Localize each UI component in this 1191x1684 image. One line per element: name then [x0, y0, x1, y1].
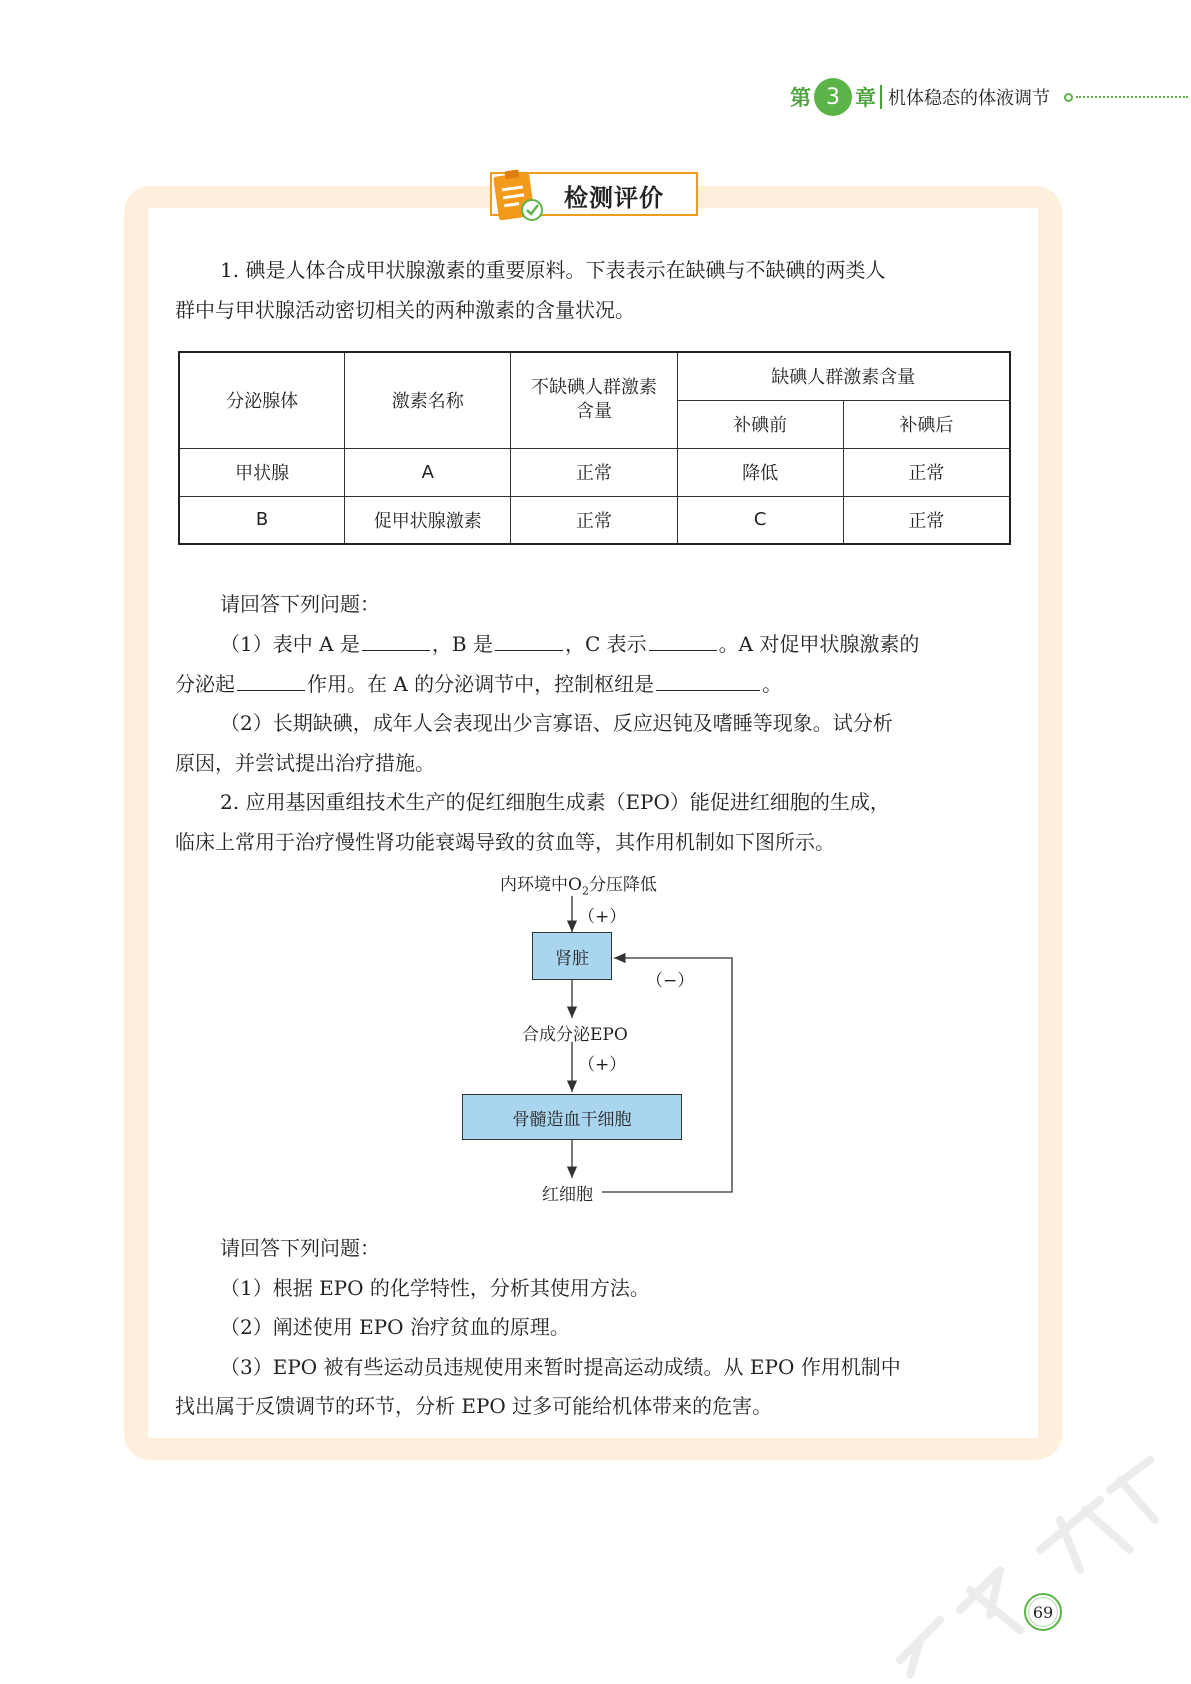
plus-sign-1: （+） [578, 907, 627, 927]
q1-sub1-b: ，B 是 [431, 632, 493, 656]
o2-pressure-label [500, 870, 657, 897]
q1-sub2-line2: 原因，并尝试提出治疗措施。 [175, 751, 435, 775]
answer-blank-c[interactable] [649, 628, 717, 651]
q1-sub1-e: 分泌起 [175, 672, 235, 696]
q2-prompt: 请回答下列问题： [220, 1236, 380, 1260]
q1-sub1-d: 。A 对促甲状腺激素的 [718, 632, 920, 656]
table-row [179, 496, 1010, 544]
q1-sub2-line1: （2）长期缺碘，成年人会表现出少言寡语、反应迟钝及嗜睡等现象。试分析 [220, 711, 893, 735]
cell-after: 正常 [843, 496, 1010, 544]
q1-intro-line2: 群中与甲状腺活动密切相关的两种激素的含量状况。 [175, 298, 635, 322]
q1-sub1-c: ，C 表示 [564, 632, 647, 656]
chapter-suffix: 章 [855, 86, 876, 110]
hormone-table [178, 351, 1011, 545]
cell-normal: 正常 [511, 448, 677, 496]
bone-marrow-box: 骨髓造血干细胞 [462, 1094, 682, 1140]
chapter-divider [880, 85, 882, 109]
chapter-header [790, 78, 1188, 116]
col-normal-header [511, 352, 677, 448]
col-deficient-header: 缺碘人群激素含量 [677, 352, 1010, 400]
chapter-dot-icon [1064, 93, 1073, 102]
publisher-watermark [870, 1440, 1170, 1680]
q1-prompt: 请回答下列问题： [220, 592, 380, 616]
minus-sign: （−） [646, 971, 695, 991]
chapter-title: 机体稳态的体液调节 [888, 88, 1050, 109]
q2-sub1: （1）根据 EPO 的化学特性，分析其使用方法。 [220, 1276, 650, 1300]
col-normal-header-line1: 不缺碘人群激素 [530, 377, 657, 399]
red-blood-cell-label: 红细胞 [542, 1185, 593, 1205]
q2-sub3-line1: （3）EPO 被有些运动员违规使用来暂时提高运动成绩。从 EPO 作用机制中 [220, 1355, 901, 1379]
chapter-number-badge: 3 [814, 78, 852, 116]
cell-gland: B [179, 496, 345, 544]
cell-gland: 甲状腺 [179, 448, 345, 496]
q2-intro-line1: 2. 应用基因重组技术生产的促红细胞生成素（EPO）能促进红细胞的生成， [220, 790, 890, 814]
sub-before-header: 补碘前 [677, 400, 843, 448]
o2-label-sub: 2 [581, 884, 589, 898]
q2-sub2: （2）阐述使用 EPO 治疗贫血的原理。 [220, 1315, 570, 1339]
q1-sub1-line1 [220, 624, 919, 664]
section-title: 检测评价 [564, 184, 664, 212]
q1-sub1-g: 。 [762, 672, 783, 696]
cell-before: 降低 [677, 448, 843, 496]
epo-label: 合成分泌EPO [522, 1025, 628, 1045]
chapter-dotted-line [1076, 96, 1188, 98]
q2-sub3-line2: 找出属于反馈调节的环节，分析 EPO 过多可能给机体带来的危害。 [175, 1394, 773, 1418]
q2-intro-line2: 临床上常用于治疗慢性肾功能衰竭导致的贫血等，其作用机制如下图所示。 [175, 830, 835, 854]
plus-sign-2: （+） [578, 1055, 627, 1075]
clipboard-check-icon [490, 166, 546, 224]
cell-before: C [677, 496, 843, 544]
o2-label-b: 分压降低 [588, 875, 657, 895]
epo-mechanism-diagram [440, 870, 780, 1210]
cell-after: 正常 [843, 448, 1010, 496]
col-gland-header: 分泌腺体 [179, 352, 345, 448]
cell-hormone: A [345, 448, 511, 496]
cell-hormone: 促甲状腺激素 [345, 496, 511, 544]
answer-blank-b[interactable] [495, 628, 563, 651]
col-normal-header-line2: 含量 [575, 401, 612, 423]
answer-blank-effect[interactable] [237, 668, 305, 691]
o2-label-a: 内环境中O [500, 875, 582, 895]
kidney-box: 肾脏 [532, 932, 612, 980]
answer-blank-center[interactable] [656, 668, 760, 691]
q1-sub1-line2 [175, 664, 782, 704]
q1-intro-line1: 1. 碘是人体合成甲状腺激素的重要原料。下表表示在缺碘与不缺碘的两类人 [220, 258, 886, 282]
sub-after-header: 补碘后 [843, 400, 1010, 448]
table-row [179, 448, 1010, 496]
page-number: 69 [1024, 1593, 1062, 1631]
cell-normal: 正常 [511, 496, 677, 544]
chapter-prefix: 第 [790, 86, 811, 110]
q1-sub1-f: 作用。在 A 的分泌调节中，控制枢纽是 [307, 672, 655, 696]
col-hormone-header: 激素名称 [345, 352, 511, 448]
q1-sub1-a: （1）表中 A 是 [220, 632, 360, 656]
answer-blank-a[interactable] [362, 628, 430, 651]
